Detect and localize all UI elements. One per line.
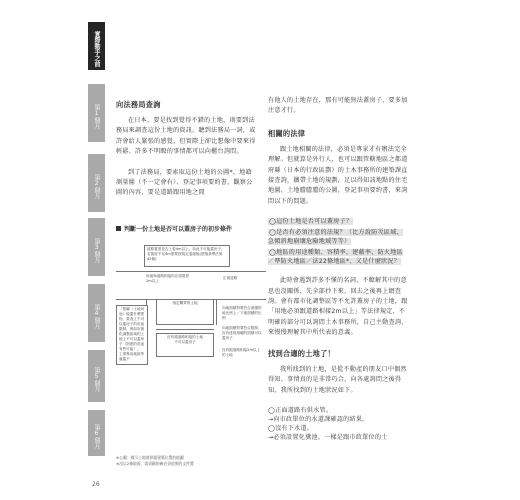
diagram-divider xyxy=(156,329,214,330)
page-number: 26 xyxy=(92,481,100,488)
tab-month-5[interactable]: 第5個月 xyxy=(88,350,105,402)
tab-month-6[interactable]: 第6個月 xyxy=(88,410,105,456)
figure-footnote: ※公圖：標示土地境界跟建築位置的地圖 ※沒以2條地面，需須顧的確必須依照的文件置 xyxy=(116,455,194,466)
question-item: ◯地區的用途種類、容積率、建蔽率、防火地區／準防火地區／法22條地區*、又是什麼狀況？ xyxy=(268,249,403,266)
diagram-area-limit-note: 向地面積對要符合限制，沒有達到規範的面積可以蓋房子 xyxy=(220,325,264,345)
section-heading-found-land: 找到合適的土地了！ xyxy=(268,348,335,358)
left-column xyxy=(116,100,256,209)
diagram-no-access-note: 沒有跟道路相接2m以上的土地 xyxy=(220,347,264,359)
tab-month-3[interactable]: 第3個月 xyxy=(88,218,105,276)
land-condition-diagram xyxy=(116,245,266,440)
question-item: ◯是否有必須注意的法規？（比方說防災區域、急傾斜地崩壞危險地域等等） xyxy=(268,229,403,246)
diagram-frontage-label: 用地與道路相接的正面寬度2m以上 xyxy=(144,273,194,289)
diagram-connector xyxy=(216,300,217,325)
tab-divider xyxy=(91,146,102,148)
diagram-target-land: 預定購買的土地 xyxy=(156,299,214,325)
paragraph: 在日本，要是找到覺得不錯的土地，則要到法務局來調查這份土地的資訊。聽到法務局一詞，或許會給人緊張的感覺，但實際上卻比想像中要來得輕鬆。許多不明瞭的事情都可以向櫃台詢問。 xyxy=(116,117,256,156)
figure-marker-icon xyxy=(116,226,121,231)
tab-month-1[interactable]: 第1個月 xyxy=(88,84,105,142)
paragraph: 此時會遇到許多不懂的名詞，不瞭解其中的意思也沒關係，先全部抄下來，回去之後再上網查詢。會有都市化調整區等不允許蓋房子的土地，跟「用地必須跟道路相接2m以上」等法律規定，不明確的部分可以詢問土木事務所，自己主動查詢，來慢慢理解其中所代表的意義。 xyxy=(268,277,408,337)
diagram-area-ratio-note: 向地面積對要符合面積的地比例上／下地面積的比例 xyxy=(220,305,264,323)
question-item: ◯這份土地是否可以蓋房子？ xyxy=(269,218,353,226)
check-item: ◯沒有下水道。 xyxy=(268,424,314,432)
check-item: ◯正面道路有供水管。 xyxy=(268,406,333,414)
paragraph: 有他人的土地存在，那有可能無法蓋房子，要多加注意才行。 xyxy=(268,97,408,115)
tab-month-2[interactable]: 第2個月 xyxy=(88,154,105,212)
check-result: →必須設置化糞池。一樣是跟市政單位的土 xyxy=(268,433,388,441)
right-column xyxy=(268,96,408,442)
paragraph: 我所找到的土地，是從不動產的朋友口中偶然得知。事情真的是非常巧合，向各處詢問之後得知，我所找到的土地狀況如下。 xyxy=(268,365,407,394)
diagram-landlocked-land: 沒有跟道路相接的土地 不可以蓋房子 xyxy=(156,333,214,357)
paragraph: 到了法務局，要索取這份土地的公圖*、地籍測量圖（不一定會有）、登記事項要約書，觀察公圖的內容，要是道路跟用地之間 xyxy=(116,168,253,197)
diagram-road-width-note: 道路寬度是否上看4m以上。如此才可能蓋房子。若寬度不足4m需要按規定退縮後(建築基準法第42條) xyxy=(144,245,230,267)
check-result: →向市政單位的水道課確認的結果。 xyxy=(268,415,369,423)
tab-month-4[interactable]: 第4個月 xyxy=(88,284,105,342)
diagram-road-line xyxy=(116,271,266,272)
tab-before-start[interactable]: 實際動手之前 xyxy=(88,22,105,70)
diagram-zoning-note: 「按圖（土地用途）能蓋什麼建物，要查上不可以蓋房子的用途限制，例如市街化調整區域的土地上不可以蓋房子（指建的用途有些可能）。 工業專用地區等處蓋不 xyxy=(116,305,148,365)
figure-title: 判斷一份土地是否可以蓋房子的初步條件 xyxy=(116,225,266,234)
section-heading-related-law: 相關的法律 xyxy=(268,128,306,138)
paragraph: 跟土地相關的法律，必須是專家才有辦法完全理解。但就算是外行人，也可以跟管轄地區之都道府縣（日本的行政區劃）的土木事務所的建築課直接查詢，攜帶土地的規劃，足以得知該地點的住宅地圖、土地謄謄謄的公圖，登記事項要約書，來詢問以下的問題。 xyxy=(268,145,408,205)
question-list xyxy=(268,217,408,266)
diagram-front-road-label: 正面道路 xyxy=(221,275,261,285)
section-heading-legal-bureau: 向法務局查詢 xyxy=(116,100,161,109)
chapter-tabs xyxy=(88,22,105,452)
